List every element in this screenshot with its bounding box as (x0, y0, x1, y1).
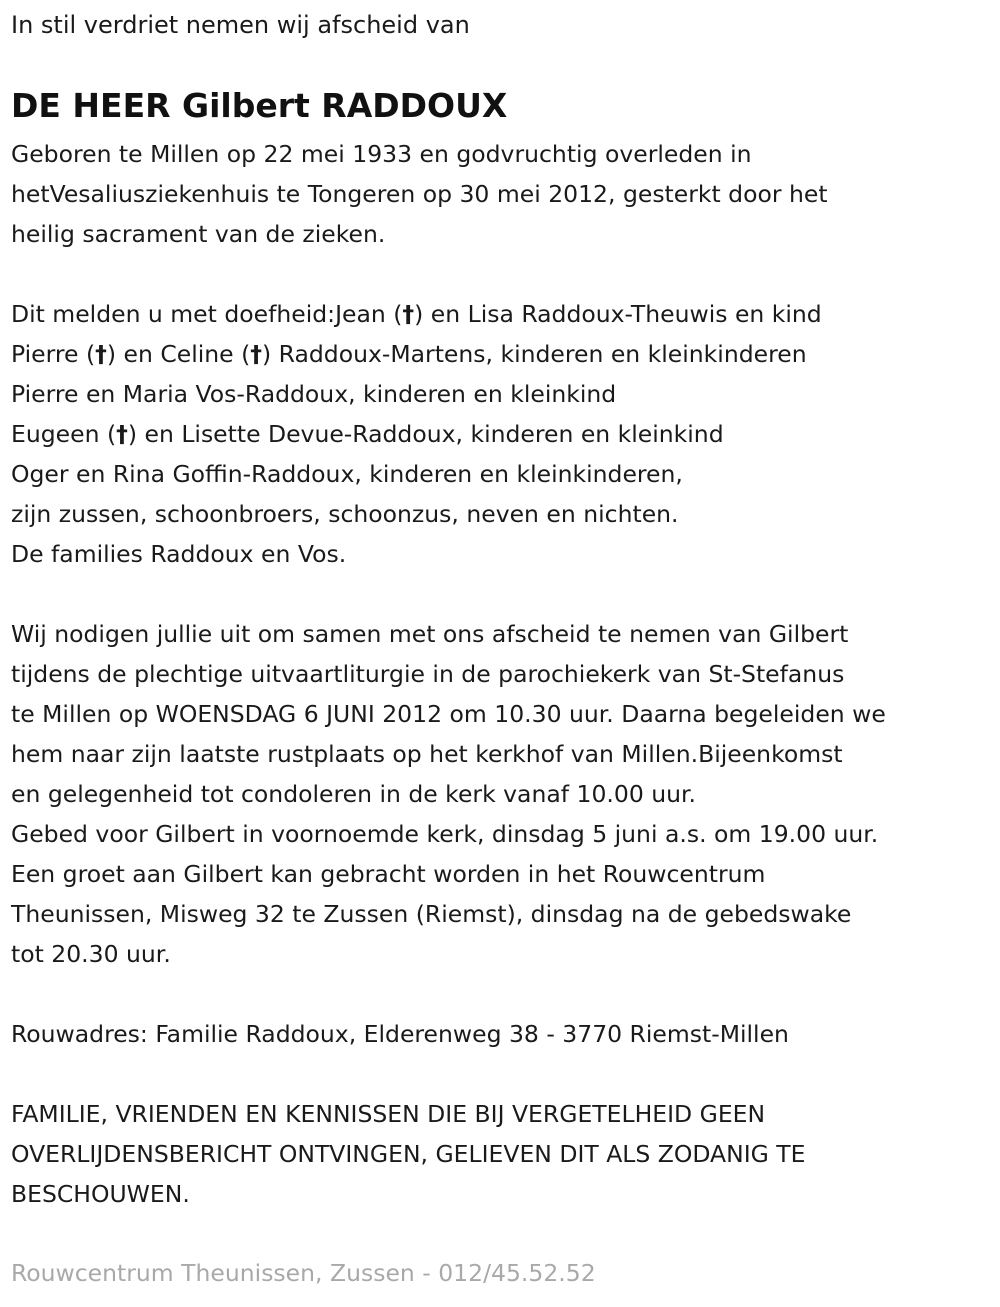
cross-icon: † (95, 340, 107, 368)
family-line (11, 414, 822, 454)
funeral-paragraph (11, 614, 886, 974)
funeral-line: tijdens de plechtige uitvaartliturgie in de parochiekerk van St-Stefanus (11, 660, 845, 688)
cross-icon: † (402, 300, 415, 328)
address-paragraph (11, 1014, 789, 1054)
family-text: ) en Lisette Devue-Raddoux, kinderen en kleinkind (127, 420, 724, 448)
mourning-address: Rouwadres: Familie Raddoux, Elderenweg 38 - 3770 Riemst-Millen (11, 1020, 789, 1048)
family-line (11, 294, 822, 334)
notice-line: FAMILIE, VRIENDEN EN KENNISSEN DIE BIJ VERGETELHEID GEEN (11, 1100, 766, 1128)
funeral-line: Theunissen, Misweg 32 te Zussen (Riemst), dinsdag na de gebedswake (11, 900, 852, 928)
funeral-home-footer: Rouwcentrum Theunissen, Zussen - 012/45.52.52 (11, 1259, 596, 1287)
funeral-line: Een groet aan Gilbert kan gebracht worden in het Rouwcentrum (11, 860, 766, 888)
family-line: De families Raddoux en Vos. (11, 540, 347, 568)
family-text: Eugeen ( (11, 420, 117, 448)
family-line: Pierre en Maria Vos-Raddoux, kinderen en kleinkind (11, 380, 617, 408)
family-line: Oger en Rina Goffin-Raddoux, kinderen en kleinkinderen, (11, 460, 683, 488)
notice-paragraph (11, 1094, 806, 1214)
funeral-line: en gelegenheid tot condoleren in de kerk vanaf 10.00 uur. (11, 780, 696, 808)
funeral-line: te Millen op WOENSDAG 6 JUNI 2012 om 10.30 uur. Daarna begeleiden we (11, 700, 886, 728)
funeral-line: hem naar zijn laatste rustplaats op het kerkhof van Millen.Bijeenkomst (11, 740, 843, 768)
funeral-line: Wij nodigen jullie uit om samen met ons afscheid te nemen van Gilbert (11, 620, 849, 648)
deceased-name: DE HEER Gilbert RADDOUX (11, 86, 508, 125)
funeral-line: tot 20.30 uur. (11, 940, 171, 968)
family-text: Dit melden u met doefheid:Jean ( (11, 300, 403, 328)
funeral-line: Gebed voor Gilbert in voornoemde kerk, dinsdag 5 juni a.s. om 19.00 uur. (11, 820, 879, 848)
birth-death-line: heilig sacrament van de zieken. (11, 220, 386, 248)
cross-icon: † (116, 420, 128, 448)
notice-line: BESCHOUWEN. (11, 1180, 190, 1208)
family-text: ) en Lisa Raddoux-Theuwis en kind (414, 300, 822, 328)
family-text: ) Raddoux-Martens, kinderen en kleinkinderen (262, 340, 807, 368)
family-line: zijn zussen, schoonbroers, schoonzus, neven en nichten. (11, 500, 679, 528)
cross-icon: † (250, 340, 263, 368)
family-text: Pierre ( (11, 340, 96, 368)
family-paragraph (11, 294, 822, 574)
birth-death-line: hetVesaliusziekenhuis te Tongeren op 30 mei 2012, gesterkt door het (11, 180, 828, 208)
birth-death-paragraph (11, 134, 828, 254)
family-text: ) en Celine ( (106, 340, 251, 368)
family-line (11, 334, 822, 374)
birth-death-line: Geboren te Millen op 22 mei 1933 en godvruchtig overleden in (11, 140, 752, 168)
intro-text: In stil verdriet nemen wij afscheid van (11, 11, 470, 39)
notice-line: OVERLIJDENSBERICHT ONTVINGEN, GELIEVEN DIT ALS ZODANIG TE (11, 1140, 806, 1168)
